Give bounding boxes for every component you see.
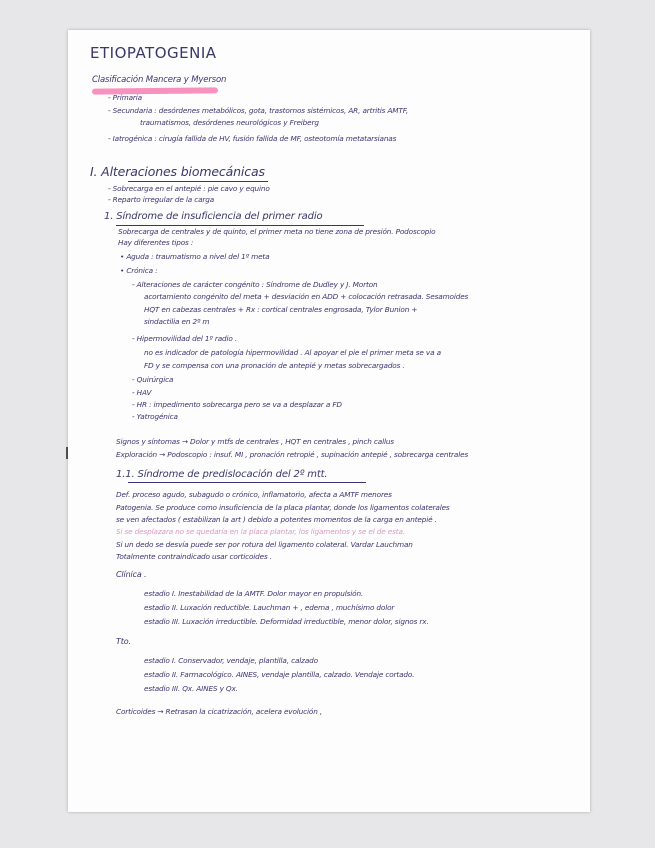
subsection-heading: 1.1. Síndrome de predislocación del 2º mtt.: [116, 469, 328, 480]
note-line: - Sobrecarga en el antepié : pie cavo y equino: [108, 184, 270, 193]
note-line: - HR : impedimento sobrecarga pero se va a desplazar a FD: [132, 400, 342, 409]
note-line: - Quirúrgica: [132, 375, 174, 384]
note-line: • Aguda : traumatismo a nivel del 1º meta: [120, 252, 270, 261]
note-line: - Iatrogénica : cirugía fallida de HV, fusión fallida de MF, osteotomía metatarsianas: [108, 134, 397, 143]
section-label: Clínica .: [116, 570, 147, 579]
note-line: Patogenia. Se produce como insuficiencia de la placa plantar, donde los ligamentos colaterales: [116, 503, 450, 512]
section-label: Tto.: [116, 637, 131, 646]
note-line: estadio III. Luxación irreductible. Deformidad irreductible, menor dolor, signos rx.: [144, 617, 429, 626]
note-line: estadio I. Inestabilidad de la AMTF. Dolor mayor en propulsión.: [144, 589, 364, 598]
subsection-heading: 1. Síndrome de insuficiencia del primer radio: [104, 211, 323, 222]
note-line: Hay diferentes tipos :: [118, 238, 194, 247]
note-line: estadio III. Qx. AINES y Qx.: [144, 684, 238, 693]
note-line: sindactilia en 2º m: [144, 317, 210, 326]
document-subtitle: Clasificación Mancera y Myerson: [92, 75, 227, 85]
note-line: Exploración → Podoscopio : insuf. MI , pronación retropié , supinación antepié , sobrecarga centrales: [116, 450, 469, 459]
section-heading: I. Alteraciones biomecánicas: [90, 164, 265, 179]
note-line: - Primaria: [108, 93, 142, 102]
note-line: estadio I. Conservador, vendaje, plantilla, calzado: [144, 656, 318, 665]
note-line: - Reparto irregular de la carga: [108, 195, 215, 204]
note-line: - Hipermovilidad del 1º radio .: [132, 334, 238, 343]
note-line: Def. proceso agudo, subagudo o crónico, inflamatorio, afecta a AMTF menores: [116, 490, 392, 499]
document-title: ETIOPATOGENIA: [90, 44, 217, 62]
note-line: FD y se compensa con una pronación de antepié y metas sobrecargados .: [144, 361, 405, 370]
note-line: - HAV: [132, 388, 152, 397]
note-line: - Secundaria : desórdenes metabólicos, gota, trastornos sistémicos, AR, artritis AMTF,: [108, 106, 409, 115]
note-line: Si un dedo se desvía puede ser por rotura del ligamento colateral. Vardar Lauchman: [116, 540, 413, 549]
note-line: Sobrecarga de centrales y de quinto, el primer meta no tiene zona de presión. Podoscopio: [118, 227, 436, 236]
faint-note-line: Si se desplazara no se quedaría en la placa plantar, los ligamentos y se el de esta.: [116, 527, 405, 536]
note-line: estadio II. Luxación reductible. Lauchman + , edema , muchísimo dolor: [144, 603, 395, 612]
note-line: acortamiento congénito del meta + desviación en ADD + colocación retrasada. Sesamoides: [144, 292, 469, 301]
heading-underline: [128, 482, 366, 483]
note-line: Corticoides → Retrasan la cicatrización, acelera evolución ,: [116, 707, 323, 716]
note-line: se ven afectados ( estabilizan la art ) debido a potentes momentos de la carga en antepié .: [116, 515, 437, 524]
note-line: HQT en cabezas centrales + Rx : cortical centrales engrosada, Tylor Bunion +: [144, 305, 418, 314]
heading-underline: [116, 225, 364, 226]
heading-underline: [128, 181, 268, 182]
note-line: traumatismos, desórdenes neurológicos y Freiberg: [140, 118, 319, 127]
note-line: Signos y síntomas → Dolor y mtfs de centrales , HQT en centrales , pinch callus: [116, 437, 394, 446]
note-line: • Crónica :: [120, 266, 158, 275]
note-line: estadio II. Farmacológico. AINES, vendaje plantilla, calzado. Vendaje cortado.: [144, 670, 415, 679]
note-line: - Alteraciones de carácter congénito : Síndrome de Dudley y J. Morton: [132, 280, 378, 289]
note-line: - Yatrogénica: [132, 412, 178, 421]
note-line: no es indicador de patología hipermovilidad . Al apoyar el pie el primer meta se va a: [144, 348, 441, 357]
notebook-page: [68, 30, 590, 812]
note-line: Totalmente contraindicado usar corticoides .: [116, 552, 272, 561]
